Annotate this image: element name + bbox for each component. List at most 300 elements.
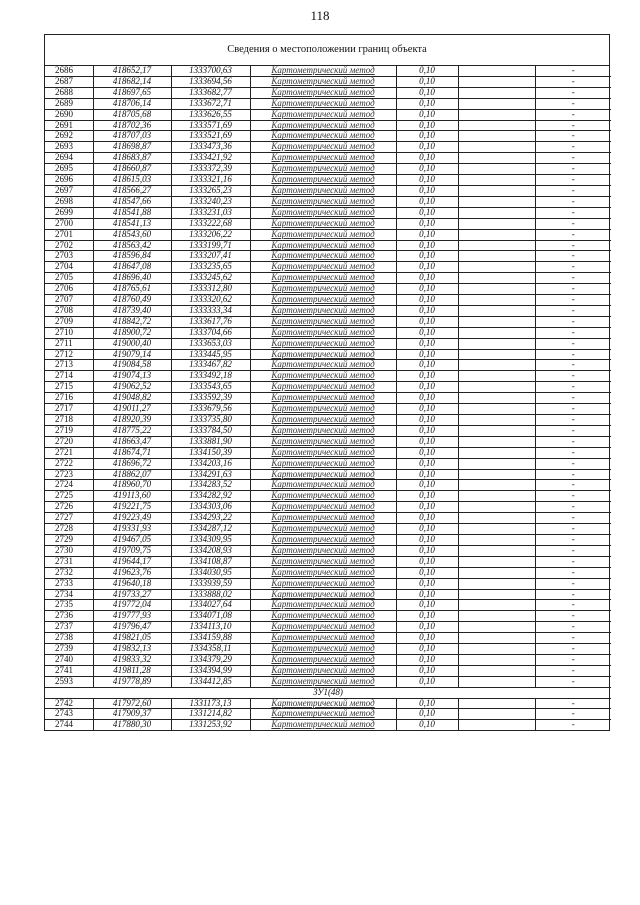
coordinate-x: 418683,87 [93,153,171,164]
determination-method: Картометрический метод [250,709,396,720]
boundary-sheet [44,34,610,731]
description-dash: - [535,665,611,676]
determination-method: Картометрический метод [250,349,396,360]
coordinate-x: 419623,76 [93,567,171,578]
determination-method: Картометрический метод [250,415,396,426]
empty-cell [458,676,535,687]
precision-value: 0,10 [396,415,458,426]
description-dash: - [535,425,611,436]
coordinate-x: 419048,82 [93,393,171,404]
determination-method: Картометрический метод [250,524,396,535]
coordinate-x: 419331,93 [93,524,171,535]
coordinate-x: 419467,05 [93,534,171,545]
empty-cell [458,360,535,371]
coordinate-x: 419772,04 [93,600,171,611]
coordinate-x: 419000,40 [93,338,171,349]
description-dash: - [535,120,611,131]
empty-cell [458,109,535,120]
coordinate-y: 1334208,93 [171,545,250,556]
coordinate-y: 1333672,71 [171,98,250,109]
determination-method: Картометрический метод [250,327,396,338]
point-number: 2711 [45,338,93,349]
coordinate-y: 1333521,69 [171,131,250,142]
precision-value: 0,10 [396,524,458,535]
empty-cell [458,622,535,633]
coordinate-y: 1333206,22 [171,229,250,240]
coordinate-y: 1334030,95 [171,567,250,578]
point-number: 2714 [45,371,93,382]
empty-cell [458,709,535,720]
description-dash: - [535,305,611,316]
empty-cell [458,578,535,589]
determination-method: Картометрический метод [250,109,396,120]
empty-cell [458,633,535,644]
description-dash: - [535,502,611,513]
coordinate-y: 1333372,39 [171,164,250,175]
determination-method: Картометрический метод [250,404,396,415]
precision-value: 0,10 [396,251,458,262]
point-number: 2738 [45,633,93,644]
coordinate-x: 418698,87 [93,142,171,153]
description-dash: - [535,600,611,611]
coordinate-y: 1333571,69 [171,120,250,131]
precision-value: 0,10 [396,654,458,665]
description-dash: - [535,393,611,404]
table-row [45,654,611,665]
coordinate-x: 418900,72 [93,327,171,338]
determination-method: Картометрический метод [250,120,396,131]
point-number: 2715 [45,382,93,393]
precision-value: 0,10 [396,458,458,469]
coordinate-y: 1333617,76 [171,316,250,327]
empty-cell [458,425,535,436]
description-dash: - [535,633,611,644]
coordinate-y: 1333881,90 [171,436,250,447]
point-number: 2724 [45,480,93,491]
coordinate-y: 1334203,16 [171,458,250,469]
coordinate-x: 418862,07 [93,469,171,480]
point-number: 2688 [45,87,93,98]
determination-method: Картометрический метод [250,131,396,142]
coordinate-x: 418842,72 [93,316,171,327]
precision-value: 0,10 [396,185,458,196]
description-dash: - [535,87,611,98]
coordinate-x: 418547,66 [93,196,171,207]
table-row [45,98,611,109]
empty-cell [458,98,535,109]
coordinate-y: 1334159,88 [171,633,250,644]
description-dash: - [535,709,611,720]
determination-method: Картометрический метод [250,142,396,153]
coordinate-x: 418652,17 [93,66,171,76]
precision-value: 0,10 [396,578,458,589]
empty-cell [458,382,535,393]
point-number: 2689 [45,98,93,109]
empty-cell [458,305,535,316]
coordinate-x: 418765,61 [93,284,171,295]
determination-method: Картометрический метод [250,469,396,480]
point-number: 2695 [45,164,93,175]
determination-method: Картометрический метод [250,164,396,175]
empty-cell [458,262,535,273]
precision-value: 0,10 [396,611,458,622]
empty-cell [458,534,535,545]
coordinate-x: 418706,14 [93,98,171,109]
precision-value: 0,10 [396,513,458,524]
empty-cell [458,567,535,578]
point-number: 2721 [45,447,93,458]
description-dash: - [535,491,611,502]
coordinate-x: 419062,52 [93,382,171,393]
determination-method: Картометрический метод [250,338,396,349]
coordinate-x: 418563,42 [93,240,171,251]
table-row [45,447,611,458]
empty-cell [458,469,535,480]
precision-value: 0,10 [396,262,458,273]
point-number: 2722 [45,458,93,469]
empty-cell [458,251,535,262]
determination-method: Картометрический метод [250,545,396,556]
coordinate-y: 1333592,39 [171,393,250,404]
table-row [45,600,611,611]
table-row [45,567,611,578]
determination-method: Картометрический метод [250,360,396,371]
determination-method: Картометрический метод [250,382,396,393]
coordinate-y: 1333473,36 [171,142,250,153]
coordinate-x: 418705,68 [93,109,171,120]
coordinate-x: 418696,72 [93,458,171,469]
determination-method: Картометрический метод [250,600,396,611]
table-row [45,207,611,218]
empty-cell [458,436,535,447]
precision-value: 0,10 [396,469,458,480]
coordinate-x: 418775,22 [93,425,171,436]
precision-value: 0,10 [396,393,458,404]
coordinate-x: 418702,36 [93,120,171,131]
empty-cell [458,491,535,502]
coordinate-y: 1333888,02 [171,589,250,600]
description-dash: - [535,98,611,109]
coordinate-y: 1334283,52 [171,480,250,491]
coordinate-y: 1333939,59 [171,578,250,589]
table-row [45,305,611,316]
table-row [45,665,611,676]
point-number: 2740 [45,654,93,665]
coordinate-y: 1333653,03 [171,338,250,349]
point-number: 2727 [45,513,93,524]
point-number: 2709 [45,316,93,327]
point-number: 2691 [45,120,93,131]
precision-value: 0,10 [396,447,458,458]
determination-method: Картометрический метод [250,66,396,76]
precision-value: 0,10 [396,284,458,295]
description-dash: - [535,720,611,730]
coordinate-y: 1334287,12 [171,524,250,535]
empty-cell [458,524,535,535]
empty-cell [458,327,535,338]
page-number: 118 [310,8,330,23]
determination-method: Картометрический метод [250,153,396,164]
table-row [45,251,611,262]
coordinate-y: 1334293,22 [171,513,250,524]
precision-value: 0,10 [396,109,458,120]
coordinate-y: 1333240,23 [171,196,250,207]
coordinate-y: 1333235,65 [171,262,250,273]
coordinate-y: 1333626,55 [171,109,250,120]
precision-value: 0,10 [396,436,458,447]
determination-method: Картометрический метод [250,458,396,469]
coordinate-y: 1333784,50 [171,425,250,436]
precision-value: 0,10 [396,633,458,644]
empty-cell [458,600,535,611]
determination-method: Картометрический метод [250,502,396,513]
table-row [45,545,611,556]
point-number: 2739 [45,644,93,655]
empty-cell [458,415,535,426]
point-number: 2730 [45,545,93,556]
empty-cell [458,447,535,458]
empty-cell [458,185,535,196]
coordinate-x: 418682,14 [93,76,171,87]
description-dash: - [535,185,611,196]
table-row [45,360,611,371]
determination-method: Картометрический метод [250,316,396,327]
table-row [45,142,611,153]
point-number: 2733 [45,578,93,589]
point-number: 2736 [45,611,93,622]
description-dash: - [535,480,611,491]
precision-value: 0,10 [396,371,458,382]
point-number: 2692 [45,131,93,142]
precision-value: 0,10 [396,229,458,240]
coordinate-x: 418760,49 [93,295,171,306]
empty-cell [458,589,535,600]
table-row [45,327,611,338]
empty-cell [458,665,535,676]
precision-value: 0,10 [396,589,458,600]
empty-cell [458,338,535,349]
coordinate-x: 419832,13 [93,644,171,655]
table-row [45,589,611,600]
coordinate-y: 1334291,63 [171,469,250,480]
description-dash: - [535,218,611,229]
precision-value: 0,10 [396,153,458,164]
table-row [45,338,611,349]
empty-cell [458,164,535,175]
determination-method: Картометрический метод [250,611,396,622]
point-number: 2719 [45,425,93,436]
determination-method: Картометрический метод [250,447,396,458]
description-dash: - [535,589,611,600]
determination-method: Картометрический метод [250,273,396,284]
empty-cell [458,175,535,186]
point-number: 2731 [45,556,93,567]
description-dash: - [535,207,611,218]
precision-value: 0,10 [396,98,458,109]
determination-method: Картометрический метод [250,589,396,600]
coordinate-x: 419821,05 [93,633,171,644]
description-dash: - [535,524,611,535]
determination-method: Картометрический метод [250,305,396,316]
table-row [45,524,611,535]
point-number: 2712 [45,349,93,360]
point-number: 2737 [45,622,93,633]
empty-cell [458,698,535,709]
point-number: 2723 [45,469,93,480]
description-dash: - [535,131,611,142]
precision-value: 0,10 [396,404,458,415]
precision-value: 0,10 [396,382,458,393]
coordinate-x: 419223,49 [93,513,171,524]
table-row [45,513,611,524]
determination-method: Картометрический метод [250,196,396,207]
empty-cell [458,545,535,556]
precision-value: 0,10 [396,66,458,76]
description-dash: - [535,611,611,622]
coordinate-y: 1333231,03 [171,207,250,218]
empty-cell [458,131,535,142]
table-row [45,295,611,306]
table-row [45,262,611,273]
table-row [45,76,611,87]
empty-cell [458,76,535,87]
determination-method: Картометрический метод [250,251,396,262]
empty-cell [458,273,535,284]
coordinate-y: 1334358,11 [171,644,250,655]
coordinate-y: 1333421,92 [171,153,250,164]
coordinate-y: 1334394,99 [171,665,250,676]
description-dash: - [535,240,611,251]
coordinate-y: 1333682,77 [171,87,250,98]
empty-cell [458,142,535,153]
description-dash: - [535,578,611,589]
point-number: 2693 [45,142,93,153]
description-dash: - [535,284,611,295]
table-row [45,698,611,709]
description-dash: - [535,567,611,578]
coordinate-y: 1334071,08 [171,611,250,622]
precision-value: 0,10 [396,273,458,284]
determination-method: Картометрический метод [250,229,396,240]
coordinate-y: 1334282,92 [171,491,250,502]
coordinate-x: 419777,93 [93,611,171,622]
point-number: 2743 [45,709,93,720]
determination-method: Картометрический метод [250,480,396,491]
determination-method: Картометрический метод [250,567,396,578]
coordinate-y: 1333700,63 [171,66,250,76]
empty-cell [458,611,535,622]
precision-value: 0,10 [396,676,458,687]
description-dash: - [535,698,611,709]
point-number: 2704 [45,262,93,273]
empty-cell [458,393,535,404]
coordinate-x: 419074,13 [93,371,171,382]
coordinate-x: 419733,27 [93,589,171,600]
table-row [45,676,611,687]
determination-method: Картометрический метод [250,720,396,730]
determination-method: Картометрический метод [250,185,396,196]
description-dash: - [535,175,611,186]
description-dash: - [535,382,611,393]
precision-value: 0,10 [396,316,458,327]
precision-value: 0,10 [396,567,458,578]
description-dash: - [535,644,611,655]
coordinate-y: 1333492,18 [171,371,250,382]
point-number: 2706 [45,284,93,295]
point-number: 2703 [45,251,93,262]
coordinate-x: 418566,27 [93,185,171,196]
table-row [45,153,611,164]
point-number: 2718 [45,415,93,426]
coordinate-x: 419811,28 [93,665,171,676]
determination-method: Картометрический метод [250,436,396,447]
description-dash: - [535,251,611,262]
point-number: 2710 [45,327,93,338]
precision-value: 0,10 [396,196,458,207]
precision-value: 0,10 [396,338,458,349]
coordinate-y: 1334412,85 [171,676,250,687]
description-dash: - [535,436,611,447]
coordinate-x: 419709,75 [93,545,171,556]
coordinate-x: 419221,75 [93,502,171,513]
determination-method: Картометрический метод [250,284,396,295]
coordinate-y: 1333679,56 [171,404,250,415]
description-dash: - [535,622,611,633]
determination-method: Картометрический метод [250,207,396,218]
coordinate-x: 419778,89 [93,676,171,687]
table-row [45,382,611,393]
determination-method: Картометрический метод [250,295,396,306]
section-label: ЗУ1(48) [45,687,611,698]
table-row [45,644,611,655]
description-dash: - [535,545,611,556]
coordinate-y: 1333543,65 [171,382,250,393]
precision-value: 0,10 [396,164,458,175]
point-number: 2735 [45,600,93,611]
coordinate-x: 418697,65 [93,87,171,98]
determination-method: Картометрический метод [250,218,396,229]
table-row [45,371,611,382]
description-dash: - [535,349,611,360]
precision-value: 0,10 [396,665,458,676]
table-row [45,415,611,426]
description-dash: - [535,469,611,480]
table-row [45,622,611,633]
coordinate-x: 419079,14 [93,349,171,360]
determination-method: Картометрический метод [250,622,396,633]
point-number: 2701 [45,229,93,240]
section-row [45,687,611,698]
precision-value: 0,10 [396,76,458,87]
coordinate-y: 1334150,39 [171,447,250,458]
empty-cell [458,513,535,524]
point-number: 2732 [45,567,93,578]
point-number: 2702 [45,240,93,251]
table-row [45,284,611,295]
point-number: 2729 [45,534,93,545]
description-dash: - [535,229,611,240]
point-number: 2734 [45,589,93,600]
coordinate-x: 418541,88 [93,207,171,218]
determination-method: Картометрический метод [250,76,396,87]
determination-method: Картометрический метод [250,425,396,436]
empty-cell [458,153,535,164]
precision-value: 0,10 [396,556,458,567]
coordinate-x: 419011,27 [93,404,171,415]
description-dash: - [535,316,611,327]
precision-value: 0,10 [396,491,458,502]
table-row [45,425,611,436]
